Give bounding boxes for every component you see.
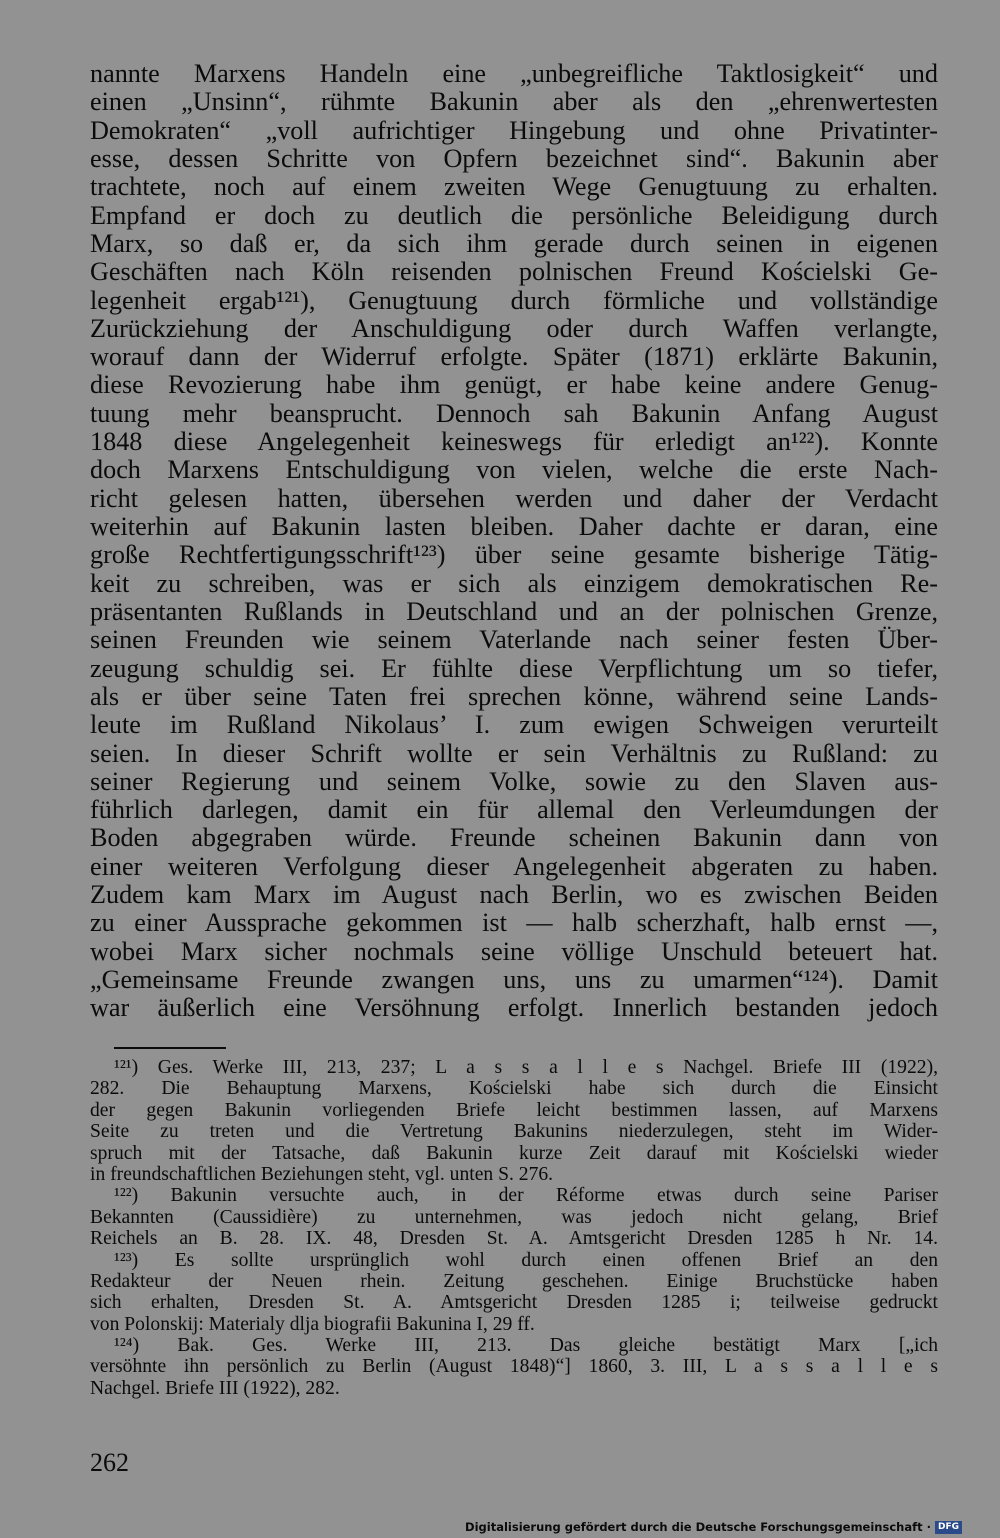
text-line: tuung mehr beansprucht. Dennoch sah Bakunin Anfang August	[90, 399, 938, 428]
text-line: doch Marxens Entschuldigung von vielen, welche die erste Nach-	[90, 456, 938, 485]
text-line: legenheit ergab¹²¹), Genugtuung durch förmliche und vollständige	[90, 286, 938, 315]
footnote-124: ¹²⁴) Bak. Ges. Werke III, 213. Das gleiche bestätigt Marx [„ich	[114, 1335, 938, 1357]
text-line: richt gelesen hatten, übersehen werden und daher der Verdacht	[90, 484, 938, 513]
footnote-121: ¹²¹) Ges. Werke III, 213, 237; L a s s a l l e s Nachgel. Briefe III (1922),	[114, 1057, 938, 1078]
text-line: leute im Rußland Nikolaus’ I. zum ewigen Schweigen verurteilt	[90, 711, 938, 740]
book-page	[90, 0, 938, 1538]
footnote-line: spruch mit der Tatsache, daß Bakunin kurze Zeit darauf mit Kościelski wieder	[90, 1142, 938, 1164]
text-line: nannte Marxens Handeln eine „unbegreifliche Taktlosigkeit“ und	[90, 60, 938, 88]
text-line: einer weiteren Verfolgung dieser Angelegenheit abgeraten zu haben.	[90, 852, 938, 881]
footnote-line: sich erhalten, Dresden St. A. Amtsgericht Dresden 1285 i; teilweise gedruckt	[90, 1292, 938, 1314]
footnotes	[90, 1057, 938, 1399]
footnote-line: Reichels an B. 28. IX. 48, Dresden St. A. Amtsgericht Dresden 1285 h Nr. 14.	[90, 1228, 938, 1250]
page-number: 262	[90, 1448, 129, 1477]
body-text	[90, 60, 938, 1023]
text-line: Empfand er doch zu deutlich die persönliche Beleidigung durch	[90, 201, 938, 230]
footnote-line: von Polonskij: Materialy dlja biografii Bakunina I, 29 ff.	[90, 1313, 535, 1335]
footnote-123: ¹²³) Es sollte ursprünglich wohl durch einen offenen Brief an den	[114, 1249, 938, 1271]
text-line: Demokraten“ „voll aufrichtiger Hingebung und ohne Privatinter-	[90, 116, 938, 145]
text-line: worauf dann der Widerruf erfolgte. Später (1871) erklärte Bakunin,	[90, 343, 938, 372]
text-line: Geschäften nach Köln reisenden polnischen Freund Kościelski Ge-	[90, 258, 938, 287]
text-line: Zurückziehung der Anschuldigung oder durch Waffen verlangte,	[90, 314, 938, 343]
text-line: war äußerlich eine Versöhnung erfolgt. Innerlich bestanden jedoch	[90, 994, 938, 1023]
footnote-line: versöhnte ihn persönlich zu Berlin (August 1848)“] 1860, 3. III, L a s s a l l e s	[90, 1356, 938, 1378]
text-line: seiner Regierung und seinem Volke, sowie zu den Slaven aus-	[90, 767, 938, 796]
text-line: seinen Freunden wie seinem Vaterlande nach seiner festen Über-	[90, 626, 938, 655]
text-line: 1848 diese Angelegenheit keineswegs für erledigt an¹²²). Konnte	[90, 428, 938, 457]
footnote-122: ¹²²) Bakunin versuchte auch, in der Réforme etwas durch seine Pariser	[114, 1185, 938, 1207]
footnote-line: 282. Die Behauptung Marxens, Kościelski habe sich durch die Einsicht	[90, 1078, 938, 1100]
footnote-line: in freundschaftlichen Beziehungen steht, vgl. unten S. 276.	[90, 1163, 554, 1185]
text-line: als er über seine Taten frei sprechen könne, während seine Lands-	[90, 682, 938, 711]
text-line: keit zu schreiben, was er sich als einzigem demokratischen Re-	[90, 569, 938, 598]
text-line: weiterhin auf Bakunin lasten bleiben. Daher dachte er daran, eine	[90, 513, 938, 541]
text-line: Boden abgegraben würde. Freunde scheinen Bakunin dann von	[90, 824, 938, 853]
text-line: seien. In dieser Schrift wollte er sein Verhältnis zu Rußland: zu	[90, 739, 938, 768]
text-line: Marx, so daß er, da sich ihm gerade durch seinen in eigenen	[90, 229, 938, 258]
text-line: Zudem kam Marx im August nach Berlin, wo es zwischen Beiden	[90, 881, 938, 910]
text-line: große Rechtfertigungsschrift¹²³) über seine gesamte bisherige Tätig-	[90, 541, 938, 570]
footnote-line: Bekannten (Caussidière) zu unternehmen, was jedoch nicht gelang, Brief	[90, 1206, 938, 1228]
text-line: diese Revozierung habe ihm genügt, er habe keine andere Genug-	[90, 371, 938, 400]
footnote-line: der gegen Bakunin vorliegenden Briefe leicht bestimmen lassen, auf Marxens	[90, 1099, 938, 1121]
digitization-credit	[465, 1520, 962, 1534]
dfg-logo: DFG	[935, 1521, 962, 1534]
text-line: zu einer Aussprache gekommen ist — halb scherzhaft, halb ernst —,	[90, 909, 938, 938]
footnote-divider	[114, 1047, 226, 1049]
footnote-line: Redakteur der Neuen rhein. Zeitung geschehen. Einige Bruchstücke haben	[90, 1270, 938, 1292]
text-line: esse, dessen Schritte von Opfern bezeichnet sind“. Bakunin aber	[90, 144, 938, 173]
credit-text: Digitalisierung gefördert durch die Deutsche Forschungsgemeinschaft ·	[465, 1520, 931, 1534]
text-line: führlich darlegen, damit ein für allemal den Verleumdungen der	[90, 796, 938, 825]
footnote-line: Nachgel. Briefe III (1922), 282.	[90, 1377, 340, 1399]
text-line: trachtete, noch auf einem zweiten Wege Genugtuung zu erhalten.	[90, 173, 938, 202]
footnote-line: Seite zu treten und die Vertretung Bakunins niederzulegen, steht im Wider-	[90, 1121, 938, 1143]
text-line: zeugung schuldig sei. Er fühlte diese Verpflichtung um so tiefer,	[90, 654, 938, 683]
text-line: einen „Unsinn“, rühmte Bakunin aber als den „ehrenwertesten	[90, 88, 938, 117]
text-line: wobei Marx sicher nochmals seine völlige Unschuld beteuert hat.	[90, 937, 938, 966]
text-line: „Gemeinsame Freunde zwangen uns, uns zu umarmen“¹²⁴). Damit	[90, 966, 938, 994]
text-line: präsentanten Rußlands in Deutschland und an der polnischen Grenze,	[90, 597, 938, 626]
